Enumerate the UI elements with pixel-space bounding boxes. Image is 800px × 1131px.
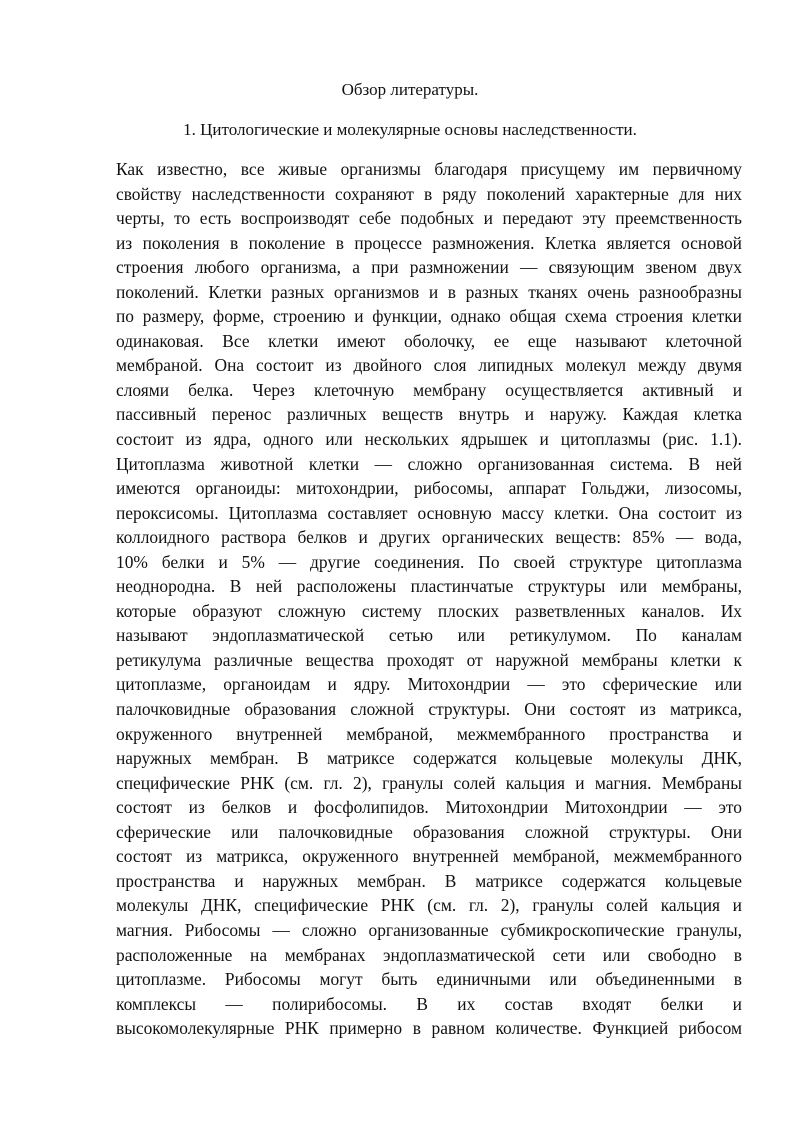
text-line: Как известно, все живые организмы благодаря присущему им первичному: [116, 159, 742, 179]
text-line: мембраной. Она состоит из двойного слоя липидных молекул между двумя: [116, 355, 742, 376]
text-line: из поколения в поколение в процессе размножения. Клетка является основой: [116, 232, 742, 253]
text-line: сферические или палочковидные образования сложной структуры. Они: [116, 821, 742, 842]
text-line: пассивный перенос различных веществ внутрь и наружу. Каждая клетка: [116, 404, 742, 425]
page-title: Обзор литературы.: [341, 80, 479, 99]
text-line: имеются органоиды: митохондрии, рибосомы, аппарат Гольджи, лизосомы,: [116, 478, 742, 499]
text-line: Цитоплазма животной клетки — сложно организованная система. В ней: [116, 453, 742, 474]
text-line: свойству наследственности сохраняют в ряду поколений характерные для них: [116, 183, 742, 204]
text-line: неоднородна. В ней расположены пластинчатые структуры или мембраны,: [116, 576, 742, 597]
text-line: комплексы — полирибосомы. В их состав входят белки и: [116, 993, 742, 1014]
text-line: состоят из белков и фосфолипидов. Митохондрии Митохондрии — это: [116, 797, 742, 818]
text-line: специфические РНК (см. гл. 2), гранулы солей кальция и магния. Мембраны: [116, 772, 742, 793]
text-line: цитоплазме. Рибосомы могут быть единичными или объединенными в: [116, 969, 742, 990]
text-line: магния. Рибосомы — сложно организованные субмикроскопические гранулы,: [116, 919, 742, 940]
text-line: одинаковая. Все клетки имеют оболочку, ее еще называют клеточной: [116, 330, 742, 351]
section-heading: 1. Цитологические и молекулярные основы наследственности.: [183, 120, 637, 139]
text-line: высокомолекулярные РНК примерно в равном количестве. Функцией рибосом: [116, 1018, 742, 1039]
text-line: слоями белка. Через клеточную мембрану осуществляется активный и: [116, 379, 742, 400]
text-line: по размеру, форме, строению и функции, однако общая схема строения клетки: [116, 306, 742, 327]
text-line: ретикулума различные вещества проходят от наружной мембраны клетки к: [116, 649, 742, 670]
text-line: которые образуют сложную систему плоских разветвленных каналов. Их: [116, 600, 742, 621]
body-paragraph: [116, 157, 742, 1041]
text-line: состоят из матрикса, окруженного внутренней мембраной, межмембранного: [116, 846, 742, 867]
text-line: поколений. Клетки разных организмов и в разных тканях очень разнообразны: [116, 281, 742, 302]
text-line: цитоплазме, органоидам и ядру. Митохондрии — это сферические или: [116, 674, 742, 695]
text-line: наружных мембран. В матриксе содержатся кольцевые молекулы ДНК,: [116, 748, 742, 769]
text-line: коллоидного раствора белков и других органических веществ: 85% — вода,: [116, 527, 742, 548]
text-line: состоит из ядра, одного или нескольких ядрышек и цитоплазмы (рис. 1.1).: [116, 429, 742, 450]
text-line: называют эндоплазматической сетью или ретикулумом. По каналам: [116, 625, 742, 646]
text-line: молекулы ДНК, специфические РНК (см. гл. 2), гранулы солей кальция и: [116, 895, 742, 916]
text-line: палочковидные образования сложной структуры. Они состоят из матрикса,: [116, 699, 742, 720]
text-line: строения любого организма, а при размножении — связующим звеном двух: [116, 257, 742, 278]
text-line: пространства и наружных мембран. В матриксе содержатся кольцевые: [116, 870, 742, 891]
text-line: черты, то есть воспроизводят себе подобных и передают эту преемственность: [116, 208, 742, 229]
text-line: расположенные на мембранах эндоплазматической сети или свободно в: [116, 944, 742, 965]
text-line: пероксисомы. Цитоплазма составляет основную массу клетки. Она состоит из: [116, 502, 742, 523]
text-line: окруженного внутренней мембраной, межмембранного пространства и: [116, 723, 742, 744]
text-line: 10% белки и 5% — другие соединения. По своей структуре цитоплазма: [116, 551, 742, 572]
